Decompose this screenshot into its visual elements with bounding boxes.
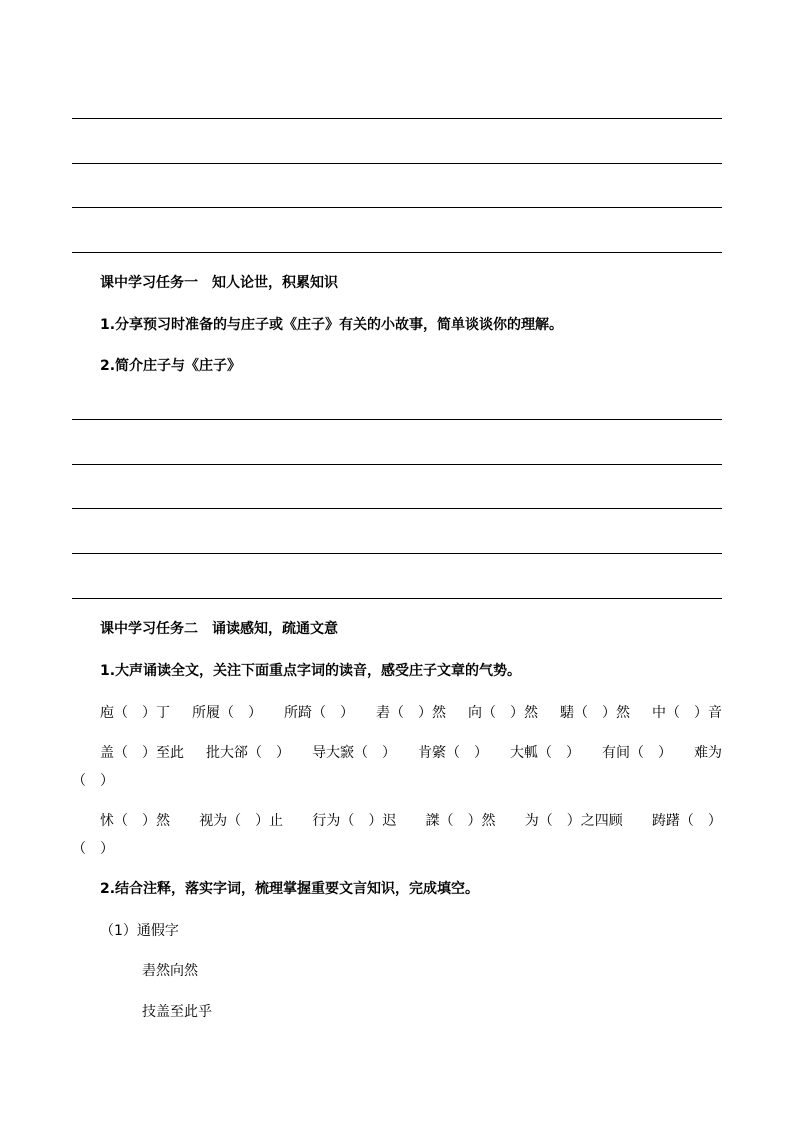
- answer-line: [72, 163, 722, 164]
- task2-heading: 课中学习任务二 诵读感知，疏通文意: [100, 621, 338, 637]
- pronunciation-item: 大軱（ ）: [510, 745, 580, 761]
- pronunciation-item: 视为（ ）止: [199, 813, 284, 829]
- pronunciation-item: 庖（ ）丁: [100, 705, 170, 721]
- pronunciation-item: 中（ ）音: [652, 705, 722, 721]
- pronunciation-row-2: [100, 744, 722, 762]
- pronunciation-item: 砉（ ）然: [376, 705, 446, 721]
- example-sentence: 技盖至此乎: [142, 1004, 212, 1020]
- pronunciation-item: 导大窾（ ）: [312, 745, 396, 761]
- pronunciation-row-1: [100, 704, 722, 722]
- example-sentence: 砉然向然: [142, 963, 198, 979]
- pronunciation-item: 所踦（ ）: [284, 705, 354, 721]
- subsection-title: （1）通假字: [100, 923, 179, 939]
- answer-line: [72, 252, 722, 253]
- answer-line: [72, 207, 722, 208]
- pronunciation-item-continued: （ ）: [72, 773, 114, 789]
- pronunciation-item: 向（ ）然: [468, 705, 538, 721]
- task1-heading: 课中学习任务一 知人论世，积累知识: [100, 275, 338, 291]
- task2-question-2: 2.结合注释，落实字词，梳理掌握重要文言知识，完成填空。: [100, 881, 480, 897]
- task2-question-1: 1.大声诵读全文，关注下面重点字词的读音，感受庄子文章的气势。: [100, 663, 522, 679]
- pronunciation-item: 騞（ ）然: [560, 705, 630, 721]
- pronunciation-item: 謋（ ）然: [425, 813, 496, 829]
- pronunciation-item: 怵（ ）然: [100, 813, 170, 829]
- answer-line: [72, 419, 722, 420]
- answer-line: [72, 598, 722, 599]
- task1-question-2: 2.简介庄子与《庄子》: [100, 358, 242, 374]
- pronunciation-item: 踌躇（ ）: [651, 813, 722, 829]
- pronunciation-item: 有间（ ）: [602, 745, 672, 761]
- pronunciation-item: 行为（ ）迟: [312, 813, 397, 829]
- answer-line: [72, 553, 722, 554]
- pronunciation-item: 盖（ ）至此: [100, 745, 184, 761]
- pronunciation-item: 所履（ ）: [192, 705, 262, 721]
- pronunciation-item: 肯綮（ ）: [418, 745, 488, 761]
- pronunciation-row-3: [100, 812, 722, 830]
- pronunciation-item: 为（ ）之四顾: [524, 813, 623, 829]
- pronunciation-item: 批大郤（ ）: [206, 745, 290, 761]
- answer-line: [72, 118, 722, 119]
- pronunciation-item-continued: （ ）: [72, 841, 114, 857]
- task1-question-1: 1.分享预习时准备的与庄子或《庄子》有关的小故事，简单谈谈你的理解。: [100, 317, 564, 333]
- answer-line: [72, 464, 722, 465]
- answer-line: [72, 508, 722, 509]
- pronunciation-item: 难为: [694, 745, 722, 761]
